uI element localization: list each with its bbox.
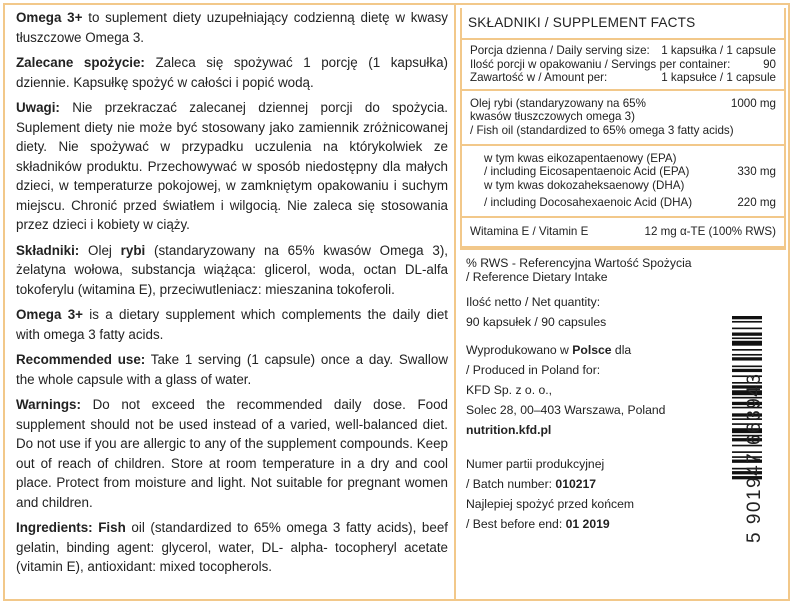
pl-ingredients: Składniki: Olej rybi (standaryzowany na 65% kwasów Omega 3), żelatyna wołowa, substancja wiążąca: glicerol, woda, octan DL-alfa tokoferylu (witamina E), przeciwutleniacz: mieszanina tokoferoli. (16, 242, 448, 297)
website-link[interactable]: nutrition.kfd.pl (466, 422, 552, 437)
barcode-digits: 5 901947 663943 (744, 372, 765, 544)
en-ingredients: Ingredients: Fish oil (standardized to 65% omega 3 fatty acids), beef gelatin, binding agent: glycerol, water, DL- alpha- tocopheryl acetate (vitamin E), antioxidant: mixed tocopherols. (16, 520, 448, 574)
en-warnings: Warnings: Do not exceed the recommended daily dose. Food supplement should not be used instead of a varied, well-balanced diet. Do not use if you are allergic to any of the supplement compounds. Keep out of reach of children. Store at room temperature in a dry and cool place. Protect from moisture and light. Not suitable for pregnant women and children. (16, 397, 448, 510)
column-divider (454, 3, 456, 601)
en-dose: Recommended use: Take 1 serving (1 capsule) once a day. Swallow the whole capsule with a glass of water. (16, 352, 448, 387)
fish-oil-row: Olej rybi (standaryzowany na 65% 1000 mg kwasów tłuszczowych omega 3) / Fish oil (standardized to 65% omega 3 fatty acids) (462, 91, 784, 146)
pl-intro: Omega 3+ to suplement diety uzupełniający codzienną dietę w kwasy tłuszczowe Omega 3. (16, 10, 448, 45)
en-intro: Omega 3+ is a dietary supplement which complements the daily diet with omega 3 fatty acids. (16, 307, 448, 342)
pl-dose: Zalecane spożycie: Zaleca się spożywać 1 porcję (1 kapsułka) dziennie. Kapsułkę spożyć w całości i popić wodą. (16, 55, 449, 90)
batch-info: Numer partii produkcyjnej / Batch number: 010217 Najlepiej spożyć przed końcem / Best before end: 01 2019 (466, 456, 634, 531)
rws-note: % RWS - Referencyjna Wartość Spożycia / Reference Dietary Intake (466, 255, 692, 284)
brand-name: Omega 3+ (16, 10, 83, 25)
facts-title: SKŁADNIKI / SUPPLEMENT FACTS (462, 8, 784, 40)
vitamin-e-row: Witamina E / Vitamin E 12 mg α-TE (100% RWS) (462, 218, 784, 248)
net-quantity: Ilość netto / Net quantity: 90 kapsułek / 90 capsules (466, 294, 607, 329)
fatty-acids-rows: w tym kwas eikozapentaenowy (EPA) / including Eicosapentaenoic Acid (EPA) 330 mg w tym kwas dokozaheksaenowy (DHA) / including Docosahexaenoic Acid (DHA) 220 mg (462, 146, 784, 218)
manufacturer: Wyprodukowano w Polsce dla / Produced in Poland for: KFD Sp. z o. o., Solec 28, 00–403 Warszawa, Poland nutrition.kfd.pl (466, 342, 666, 437)
serving-block: Porcja dzienna / Daily serving size: 1 kapsułka / 1 capsule Ilość porcji w opakowaniu / Servings per container: 90 Zawartość w / Amount per: 1 kapsułce / 1 capsule (462, 40, 784, 91)
pl-warnings: Uwagi: Nie przekraczać zalecanej dziennej porcji do spożycia. Suplement diety nie może być stosowany jako zamiennik zróżnicowanej diety. Nie spożywać w przypadku uczulenia na którykolwiek ze składników produktu. Przechowywać w sposób niedostępny dla małych dzieci, w temperaturze pokojowej, w zamkniętym opakowaniu i suchym miejscu. Chronić przed światłem i wilgocią. Nie zaleca się stosowania przez dzieci i kobiety w ciąży. (16, 100, 448, 232)
description-column (16, 8, 448, 583)
supplement-facts-table (460, 8, 786, 250)
